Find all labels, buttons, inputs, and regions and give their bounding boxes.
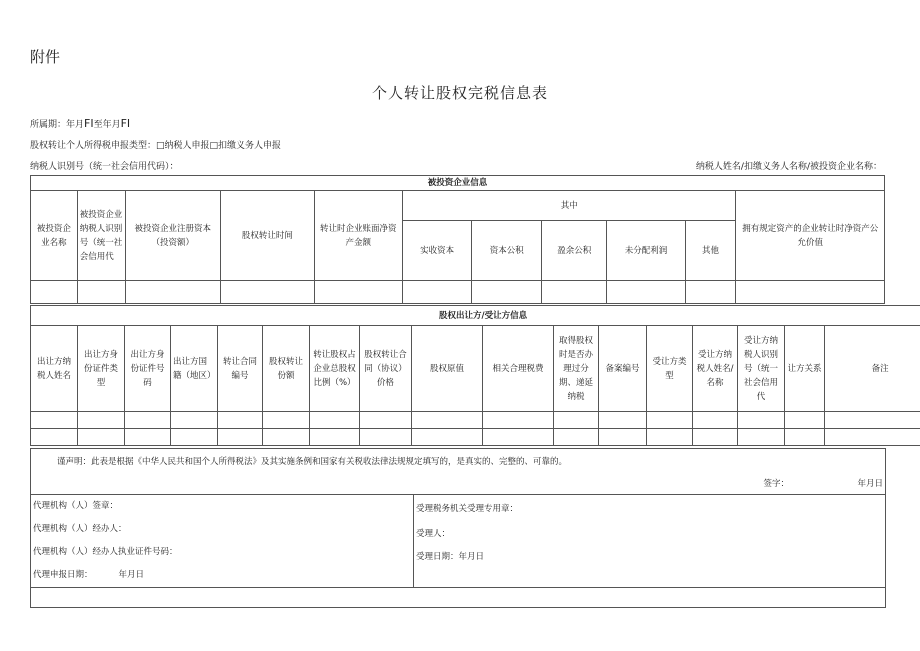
invested-enterprise-table: [30, 175, 885, 304]
col-transferor-nationality: 出让方国籍（地区）: [171, 326, 218, 412]
col-original-value: 股权原值: [412, 326, 483, 412]
declaration-table: [30, 448, 886, 608]
table-row: [31, 588, 886, 608]
cell[interactable]: [483, 429, 554, 446]
cell[interactable]: [554, 412, 599, 429]
col-paid-in-capital: 实收资本: [403, 221, 472, 281]
tax-office-date: 受理日期：年月日: [416, 552, 485, 562]
cell[interactable]: [785, 429, 825, 446]
form-title: 个人转让股权完税信息表: [371, 84, 548, 102]
agent-handler: 代理机构（人）经办人：: [33, 524, 127, 534]
taxpayer-name-label: 纳税人姓名/扣缴义务人名称/被投资企业名称：: [695, 162, 882, 172]
parties-section-title: 股权出让方/受让方信息: [31, 306, 920, 326]
cell[interactable]: [647, 412, 693, 429]
parties-table: [30, 305, 920, 446]
col-contract-number: 转让合同编号: [218, 326, 263, 412]
col-transferee-id: 受让方纳税人识别号（统一社会信用代: [738, 326, 785, 412]
cell[interactable]: [314, 281, 402, 304]
table-row: [31, 281, 885, 304]
sign-label: 签字：: [763, 479, 790, 489]
cell[interactable]: [310, 412, 360, 429]
col-enterprise-id: 被投资企业纳税人识别号（统一社会信用代: [77, 191, 125, 281]
cell[interactable]: [263, 429, 310, 446]
tax-office-receiver: 受理人：: [416, 529, 451, 539]
cell[interactable]: [738, 412, 785, 429]
col-enterprise-name: 被投资企业名称: [31, 191, 78, 281]
col-among: 其中: [403, 191, 736, 221]
cell[interactable]: [125, 412, 171, 429]
cell[interactable]: [360, 429, 412, 446]
cell[interactable]: [78, 429, 125, 446]
cell[interactable]: [360, 412, 412, 429]
col-filing-number: 备案编号: [599, 326, 647, 412]
cell[interactable]: [785, 412, 825, 429]
cell[interactable]: [31, 281, 78, 304]
cell[interactable]: [31, 588, 886, 608]
cell[interactable]: [171, 429, 218, 446]
period-fi-start: FI: [84, 117, 94, 130]
agent-license: 代理机构（人）经办人执业证件号码：: [33, 547, 178, 557]
col-transferor-id-type: 出让方身份证件类型: [78, 326, 125, 412]
cell[interactable]: [403, 281, 472, 304]
cell[interactable]: [31, 429, 78, 446]
table-row: [31, 429, 920, 446]
declaration-cell: [31, 449, 886, 495]
table-row: [31, 412, 920, 429]
report-type-line: 股权转让个人所得税申报类型：□纳税人申报□扣缴义务人申报: [30, 141, 282, 151]
col-net-assets: 转让时企业账面净资产金额: [314, 191, 402, 281]
sign-date: 年月日: [857, 479, 884, 489]
taxpayer-id-label: 纳税人识别号（统一社会信用代码）：: [30, 162, 179, 172]
col-transferee-name: 受让方纳税人姓名/名称: [693, 326, 738, 412]
cell[interactable]: [412, 412, 483, 429]
cell[interactable]: [78, 412, 125, 429]
cell[interactable]: [31, 412, 78, 429]
tax-office-seal: 受理税务机关受理专用章：: [416, 504, 519, 514]
cell[interactable]: [412, 429, 483, 446]
cell[interactable]: [738, 429, 785, 446]
cell[interactable]: [825, 429, 920, 446]
cell[interactable]: [647, 429, 693, 446]
cell[interactable]: [554, 429, 599, 446]
agent-date-label: 代理申报日期：: [33, 570, 93, 580]
cell[interactable]: [542, 281, 607, 304]
col-registered-capital: 被投资企业注册资本（投资额）: [125, 191, 221, 281]
col-surplus-reserve: 盈余公积: [542, 221, 607, 281]
col-fair-value: 拥有规定资产的企业转让时净资产公允价值: [736, 191, 885, 281]
invested-section-title: 被投资企业信息: [31, 176, 885, 191]
period-fi-end: FI: [120, 117, 131, 130]
col-share-ratio: 转让股权占企业总股权比例（%）: [310, 326, 360, 412]
agent-seal: 代理机构（人）签章：: [33, 501, 119, 511]
col-related-taxes: 相关合理税费: [483, 326, 554, 412]
cell[interactable]: [483, 412, 554, 429]
cell[interactable]: [218, 412, 263, 429]
cell[interactable]: [221, 281, 315, 304]
cell[interactable]: [736, 281, 885, 304]
cell[interactable]: [171, 412, 218, 429]
col-capital-reserve: 资本公积: [472, 221, 542, 281]
period-line: [30, 117, 130, 130]
cell[interactable]: [125, 281, 221, 304]
cell[interactable]: [685, 281, 736, 304]
cell[interactable]: [310, 429, 360, 446]
col-other: 其他: [685, 221, 736, 281]
cell[interactable]: [693, 429, 738, 446]
cell[interactable]: [263, 412, 310, 429]
cell[interactable]: [125, 429, 171, 446]
col-transferee-type: 受让方类型: [647, 326, 693, 412]
col-relationship: 让方关系: [785, 326, 825, 412]
agent-date-row: [33, 564, 411, 587]
cell[interactable]: [599, 412, 647, 429]
cell[interactable]: [825, 412, 920, 429]
cell[interactable]: [607, 281, 685, 304]
col-remarks: 备注: [825, 326, 920, 412]
cell[interactable]: [77, 281, 125, 304]
col-transfer-share: 股权转让份额: [263, 326, 310, 412]
cell[interactable]: [472, 281, 542, 304]
col-transfer-time: 股权转让时间: [221, 191, 315, 281]
cell[interactable]: [218, 429, 263, 446]
agent-date-value: 年月日: [118, 570, 145, 580]
col-installment: 取得股权时是否办理过分期、递延纳税: [554, 326, 599, 412]
period-mid: 至年月: [93, 120, 121, 130]
col-contract-price: 股权转让合同（协议）价格: [360, 326, 412, 412]
cell[interactable]: [693, 412, 738, 429]
attachment-label: 附件: [30, 48, 61, 66]
period-label: 所属期：年月: [30, 120, 85, 130]
col-undistributed-profit: 未分配利润: [607, 221, 685, 281]
col-transferor-id-number: 出让方身份证件号码: [125, 326, 171, 412]
cell[interactable]: [599, 429, 647, 446]
agent-cell: [31, 495, 414, 588]
tax-office-cell: [414, 495, 886, 588]
declaration-text: 谨声明：此表是根据《中华人民共和国个人所得税法》及其实施条例和国家有关税收法律法规规定填写的，是真实的、完整的、可靠的。: [57, 457, 568, 467]
col-transferor-name: 出让方纳税人姓名: [31, 326, 78, 412]
